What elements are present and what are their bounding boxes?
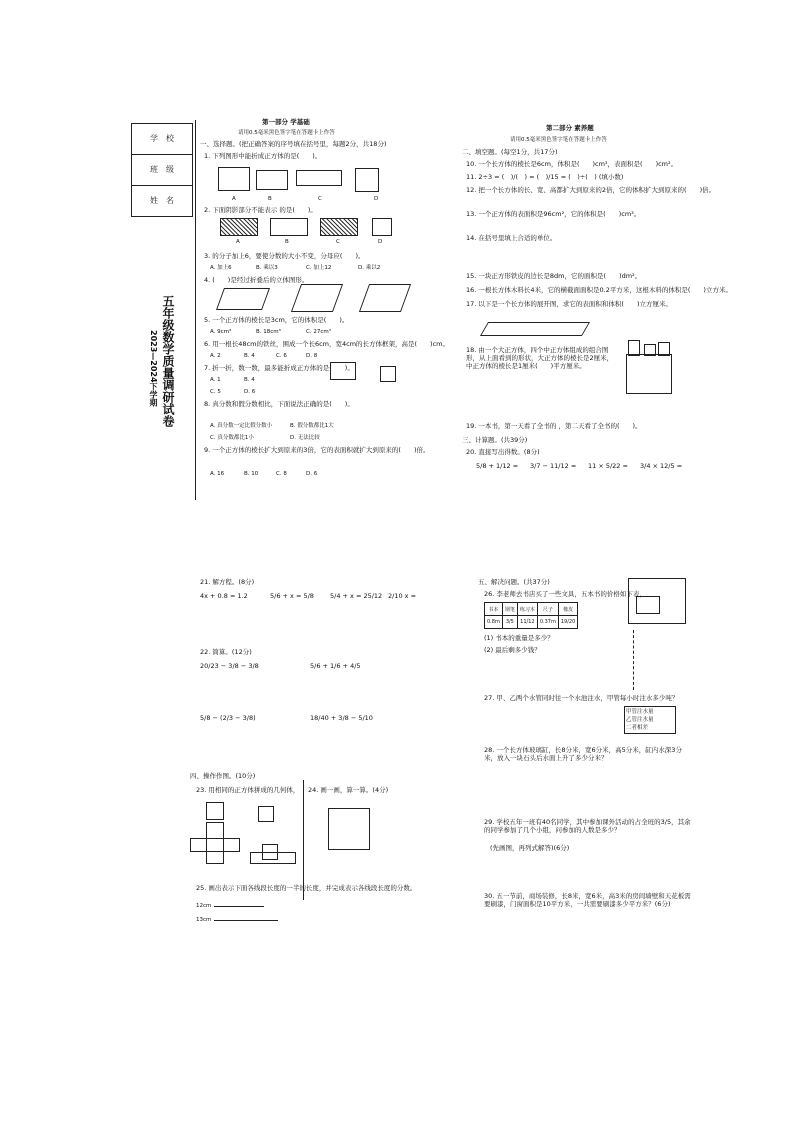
q1-text: 1. 下列图形中能折成正方体的是( )。 — [204, 152, 322, 160]
q27-box-2: 乙管注水量 — [626, 717, 654, 723]
q4-figure-a — [216, 288, 270, 310]
q7-cube-figure — [380, 366, 396, 382]
q2-figure-c — [320, 218, 358, 236]
q26-table-val-3: 11/12 — [517, 616, 537, 629]
q1-opt-c: C — [318, 196, 322, 202]
q26-answer-margin — [633, 630, 634, 690]
q18-figure-tower-1 — [628, 340, 640, 356]
q26-table-head-3: 练习本 — [517, 603, 537, 616]
q27-box-1: 甲管注水量 — [626, 709, 654, 715]
page3-divider — [303, 780, 304, 900]
q29-note: (先画图，再列式解答)(6分) — [490, 844, 570, 852]
q3-opt-d: D. 乘以2 — [358, 265, 381, 271]
q30-text: 30. 五一节前，商场装修，长8米，宽6米，高3米的房间墙壁和天花板需要刷漆，门窗面积是10平方米，一共需要刷漆多少平方米？(6分) — [484, 892, 691, 908]
q27-box-3: 二者相差 — [626, 725, 649, 731]
q26-table-head-1: 书本 — [485, 603, 503, 616]
q7-opt-c: C. 5 — [210, 389, 221, 395]
q6-opt-d: D. 8 — [306, 353, 318, 359]
q2-opt-d: D — [378, 239, 383, 245]
q7-opt-a: A. 1 — [210, 377, 221, 383]
q1-figure-a — [218, 167, 250, 191]
q6-opt-a: A. 2 — [210, 353, 221, 359]
q1-opt-b: B — [268, 196, 272, 202]
q2-opt-a: A — [236, 239, 240, 245]
q21-text: 21. 解方程。(8分) — [200, 578, 255, 586]
q20-text: 20. 直接写出得数。(8分) — [466, 448, 540, 456]
exam-year: 2023—2024下学期 — [149, 330, 158, 407]
q23-net-1-arm — [190, 838, 240, 852]
part4-title: 四、操作作图。(10分) — [190, 772, 256, 780]
q26-sub2: (2) 最后剩多少钱？ — [484, 646, 541, 654]
q23-net-2-arm — [250, 852, 296, 864]
q2-opt-b: B — [285, 239, 289, 245]
q22-item-2: 5/6 + 1/6 + 4/5 — [310, 662, 361, 670]
q2-figure-b — [270, 218, 308, 236]
info-label-name: 姓 名 — [150, 196, 174, 205]
q26-figure-cuboid — [636, 596, 660, 614]
student-info-box — [131, 123, 193, 217]
q20-item-2: 3/7 − 11/12 = — [530, 462, 577, 470]
q3-opt-b: B. 乘以3 — [256, 265, 278, 271]
q11-text: 11. 2÷3 = ( )/( ) = ( )/15 = ( )÷( ) (填小数) — [466, 173, 624, 181]
q8-opt-c: C. 真分数都比1小 — [210, 435, 254, 441]
page2-note: 请用0.5毫米黑色签字笔在答题卡上作答 — [510, 137, 607, 143]
q7-opt-b: B. 4 — [244, 377, 255, 383]
page2-section-head: 第二部分 素养题 — [546, 124, 594, 132]
q23-cube-2 — [258, 806, 274, 822]
q1-figure-d — [355, 168, 379, 192]
q22-text: 22. 简算。(12分) — [200, 648, 252, 656]
q9-opt-c: C. 8 — [276, 471, 287, 477]
q25-line-1 — [214, 906, 264, 907]
q1-opt-a: A — [232, 196, 236, 202]
q24-square — [328, 808, 370, 850]
q8-opt-d: D. 无法比较 — [290, 435, 320, 441]
q15-text: 15. 一块正方形铁皮的边长是8dm，它的面积是( )dm²。 — [466, 272, 642, 280]
part3-title: 三、计算题。(共39分) — [462, 436, 528, 444]
q23-cube-1 — [206, 802, 224, 820]
q26-table-val-5: 19/20 — [558, 616, 577, 629]
q27-text: 27. 甲、乙两个水管同时往一个水池注水，甲管每小时注水多少吨？ — [484, 694, 679, 702]
q3-opt-c: C. 加上12 — [306, 265, 332, 271]
q5-opt-a: A. 9cm³ — [210, 329, 232, 335]
q26-table-val-1: 0.8m — [485, 616, 503, 629]
q25-text: 25. 画出表示下面各线段长度的一半的长度，并完成表示各线段长度的分数。 — [196, 884, 417, 892]
q26-text: 26. 李老师去书店买了一些文具，五本书的价格如下表， — [484, 590, 646, 598]
q6-opt-b: B. 4 — [244, 353, 255, 359]
q26-sub1: (1) 书本的重量是多少？ — [484, 634, 554, 642]
q12-text: 12. 把一个长方体的长、宽、高都扩大到原来的2倍，它的体积扩大到原来的( )倍。 — [466, 186, 716, 194]
q22-item-4: 18/40 + 3/8 − 5/10 — [310, 714, 373, 722]
q23-text: 23. 用相同的正方体拼成的几何体， — [196, 786, 300, 794]
q26-table-head-5: 橡皮 — [558, 603, 577, 616]
q3-opt-a: A. 加上6 — [210, 265, 232, 271]
q20-item-3: 11 × 5/22 = — [588, 462, 628, 470]
q8-text: 8. 真分数和假分数相比，下面说法正确的是( )。 — [204, 400, 354, 408]
q10-text: 10. 一个长方体的棱长是6cm，体积是( )cm³，表面积是( )cm²。 — [466, 160, 678, 168]
q26-table-head-2: 钢笔 — [502, 603, 517, 616]
q1-figure-c — [296, 170, 342, 186]
info-label-class: 班 级 — [132, 155, 192, 186]
q25-scale-2: 13cm — [196, 917, 212, 923]
q26-table-val-2: 3/5 — [502, 616, 517, 629]
exam-title: 五年级数学质量调研试卷 — [161, 295, 175, 427]
q9-opt-d: D. 6 — [306, 471, 318, 477]
q5-text: 5. 一个正方体的棱长是3cm，它的体积是( )。 — [204, 316, 349, 324]
q21-item-1: 4x + 0.8 = 1.2 — [200, 592, 248, 600]
q1-opt-d: D — [374, 196, 379, 202]
q18-figure-tower-3 — [658, 342, 670, 356]
q4-text: 4. ( )是经过折叠后的立体图形。 — [204, 276, 309, 284]
q26-table-val-4: 0.37m — [537, 616, 558, 629]
q18-figure-base — [626, 354, 672, 394]
info-label-school: 学 校 — [132, 124, 192, 155]
q19-text: 19. 一本书，第一天看了全书的 ，第二天看了全书的( )。 — [466, 422, 642, 430]
q7-text: 7. 折一折，数一数，最多能折成正方体的是( )。 — [204, 364, 354, 372]
q6-text: 6. 用一根长48cm的铁丝，围成一个长6cm，宽4cm的长方体框架，高是( )cm。 — [204, 340, 450, 348]
q24-text: 24. 画一画，算一算。(4分) — [308, 786, 389, 794]
q9-opt-b: B. 10 — [244, 471, 259, 477]
q26-table-head-4: 尺子 — [537, 603, 558, 616]
q6-opt-c: C. 6 — [276, 353, 287, 359]
q26-table — [484, 602, 578, 629]
q9-text: 9. 一个正方体的棱长扩大到原来的3倍，它的表面积就扩大到原来的( )倍。 — [204, 446, 430, 454]
q20-item-1: 5/8 + 1/12 = — [476, 462, 519, 470]
q2-figure-a — [220, 218, 258, 236]
q1-figure-b — [256, 170, 288, 190]
q7-net-figure — [330, 362, 356, 380]
q29-text: 29. 学校五年一班有40名同学，其中参加课外活动的占全班的3/5，其余的同学参加了几个小组，问参加的人数是多少？ — [484, 818, 691, 834]
q13-text: 13. 一个正方体的表面积是96cm²，它的体积是( )cm³。 — [466, 210, 641, 218]
q4-figure-b — [291, 284, 343, 312]
q17-text: 17. 以下是一个长方体的展开图，求它的表面积和体积( )立方厘米。 — [466, 300, 672, 308]
binding-line — [195, 120, 196, 500]
part5-title: 五、解决问题。(共37分) — [478, 578, 550, 586]
q21-item-4: 2/10 x = — [388, 592, 417, 600]
q22-item-1: 20/23 − 3/8 − 3/8 — [200, 662, 259, 670]
part2-title: 二、填空题。(每空1分，共17分) — [462, 148, 558, 156]
q25-scale-1: 12cm — [196, 903, 212, 909]
q5-opt-b: B. 18cm³ — [256, 329, 281, 335]
q28-text: 28. 一个长方体玻璃缸，长8分米，宽6分米，高5分米，缸内水深3分米，放入一块石头后水面上升了多少分米？ — [484, 746, 682, 762]
q2-figure-d — [372, 218, 392, 236]
q21-item-2: 5/6 + x = 5/8 — [270, 592, 314, 600]
q18-text: 18. 由一个大正方体，四个中正方体组成的组合图形，从上面看到的形状，大正方体的棱长是2厘米，中正方体的棱长是1厘米( )平方厘米。 — [466, 346, 614, 370]
q2-opt-c: C — [336, 239, 340, 245]
q4-figure-c — [359, 284, 411, 312]
q14-text: 14. 在括号里填上合适的单位。 — [466, 234, 557, 242]
q9-opt-a: A. 16 — [210, 471, 225, 477]
q7-opt-d: D. 6 — [244, 389, 256, 395]
q5-opt-c: C. 27cm³ — [306, 329, 331, 335]
page1-note: 请用0.5毫米黑色签字笔在答题卡上作答 — [238, 130, 335, 136]
q16-text: 16. 一根长方体木料长4米，它的横截面面积是0.2平方米，这根木料的体积是( )立方米。 — [466, 286, 732, 294]
q17-cuboid-figure — [480, 322, 590, 336]
q3-text: 3. 的分子加上6，要使分数的大小不变，分母应( )。 — [204, 252, 365, 260]
q22-item-3: 5/8 − (2/3 − 3/8) — [200, 714, 256, 722]
q18-figure-tower-2 — [644, 344, 656, 356]
part1-title: 一、选择题。(把正确答案的序号填在括号里，每题2分，共18分) — [200, 140, 387, 148]
q21-item-3: 5/4 + x = 25/12 — [330, 592, 383, 600]
page1-section-head: 第一部分 学基础 — [262, 118, 310, 126]
q25-line-2 — [214, 920, 278, 921]
q8-opt-b: B. 假分数都比1大 — [290, 423, 334, 429]
q20-item-4: 3/4 × 12/5 = — [640, 462, 683, 470]
q2-text: 2. 下面阴影部分不能表示 的是( )。 — [204, 206, 317, 214]
q8-opt-a: A. 真分数一定比假分数小 — [210, 423, 273, 429]
